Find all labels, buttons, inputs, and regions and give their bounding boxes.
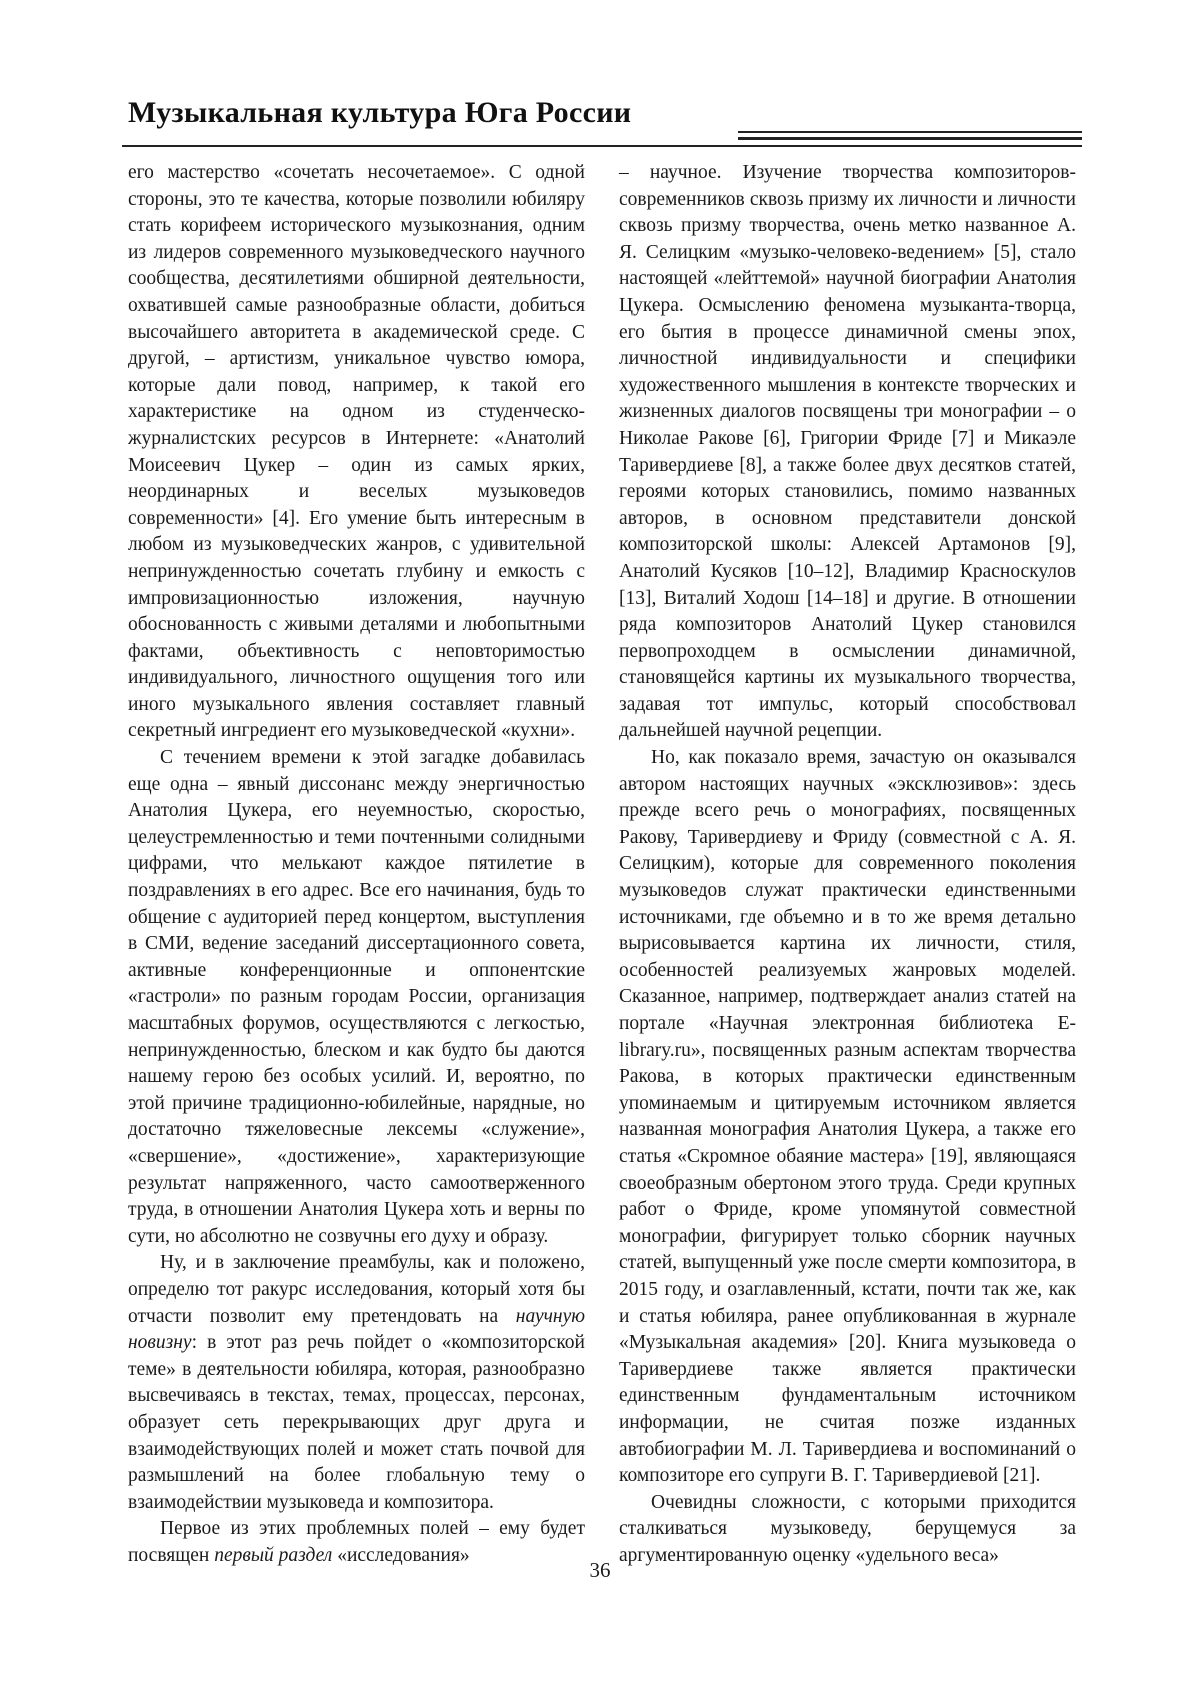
- right-column: [619, 160, 1076, 1569]
- header-rule-decor: [738, 137, 1082, 140]
- paragraph: его мастерство «сочетать несочетаемое». С одной стороны, это те качества, которые позволили юбиляру стать корифеем исторического музыкознания, одним из лидеров современного музыковедческого научного сообщества, десятилетиями обширной деятельности, охватившей самые разнообразные области, добиться высочайшего авторитета в академической среде. С другой, – артистизм, уникальное чувство юмора, которые дали повод, например, к такой его характеристике на одном из студенческо-журналистских ресурсов в Интернете: «Анатолий Моисеевич Цукер – один из самых ярких, неординарных и веселых музыковедов современности» [4]. Его умение быть интересным в любом из музыковедческих жанров, с удивительной непринужденностью сочетать глубину и емкость с импровизационностью изложения, научную обоснованность с живыми деталями и любопытными фактами, объективность с неповторимостью индивидуального, личностного ощущения того или иного музыкального явления составляет главный секретный ингредиент его музыковедческой «кухни».: [128, 162, 585, 742]
- paragraph: С течением времени к этой загадке добавилась еще одна – явный диссонанс между энергичностью Анатолия Цукера, его неуемностью, скоростью, целеустремленностью и теми почтенными солидными цифрами, что мелькают каждое пятилетие в поздравлениях в его адрес. Все его начинания, будь то общение с аудиторией перед концертом, выступления в СМИ, ведение заседаний диссертационного совета, активные конференционные и оппонентские «гастроли» по разным городам России, организация масштабных форумов, осуществляются с легкостью, непринужденностью, блеском и как будто бы даются нашему герою без особых усилий. И, вероятно, по этой причине традиционно-юбилейные, нарядные, но достаточно тяжеловесные лексемы «служение», «свершение», «достижение», характеризующие результат напряженного, часто самоотверженного труда, в отношении Анатолия Цукера хоть и верны по сути, но абсолютно не созвучны его духу и образу.: [128, 747, 585, 1247]
- paragraph-text: : в этот раз речь пойдет о «композиторской теме» в деятельности юбиляра, которая, разнообразно высвечиваясь в текстах, темах, процессах, персонах, образует сеть перекрывающих друг друга и взаимодействующих полей и может стать почвой для размышлений на более глобальную тему о взаимодействии музыковеда и композитора.: [128, 1332, 585, 1513]
- paragraph-text: «исследования»: [332, 1544, 470, 1566]
- paragraph: – научное. Изучение творчества композиторов-современников сквозь призму их личности и личности сквозь призму творчества, очень метко названное А. Я. Селицким «музыко-человеко-ведением» [5], стало настоящей «лейттемой» научной биографии Анатолия Цукера. Осмыслению феномена музыканта-творца, его бытия в процессе динамичной смены эпох, личностной индивидуальности и специфики художественного мышления в контексте творческих и жизненных диалогов посвящены три монографии – о Николае Ракове [6], Григории Фриде [7] и Микаэле Таривердиеве [8], а также более двух десятков статей, героями которых становились, помимо названных авторов, в основном представители донской композиторской школы: Алексей Артамонов [9], Анатолий Кусяков [10–12], Владимир Красноскулов [13], Виталий Ходош [14–18] и другие. В отношении ряда композиторов Анатолий Цукер становился первопроходцем в осмыслении динамичной, становящейся картины их музыкального творчества, задавая тот импульс, который способствовал дальнейшей научной рецепции.: [619, 162, 1076, 742]
- emphasis: первый раздел: [214, 1544, 333, 1566]
- header-rule-decor: [738, 131, 1082, 133]
- page-number: 36: [589, 1558, 611, 1582]
- journal-title: Музыкальная культура Юга России: [128, 96, 632, 129]
- paragraph: Очевидны сложности, с которыми приходится сталкиваться музыковеду, берущемуся за аргументированную оценку «удельного веса»: [619, 1491, 1076, 1566]
- paragraph-text: Первое из этих проблемных полей – ему будет посвящен: [128, 1518, 585, 1566]
- paragraph-text: Ну, и в заключение преамбулы, как и положено, определю тот ракурс исследования, который хотя бы отчасти позволит ему претендовать на: [128, 1252, 585, 1327]
- emphasis: научную новизну: [128, 1305, 585, 1354]
- left-column: [128, 160, 585, 1569]
- header-rule: [122, 145, 1082, 147]
- paragraph: [128, 1250, 585, 1516]
- paragraph: Но, как показало время, зачастую он оказывался автором настоящих научных «эксклюзивов»: здесь прежде всего речь о монографиях, посвященных Ракову, Таривердиеву и Фриду (совместной с А. Я. Селицким), которые для современного поколения музыковедов служат практически единственными источниками, где объемно и в то же время детально вырисовывается картина их личности, стиля, особенностей реализуемых жанровых моделей. Сказанное, например, подтверждает анализ статей на портале «Научная электронная библиотека E-library.ru», посвященных разным аспектам творчества Ракова, в которых практически единственным упоминаемым и цитируемым источником является названная монография Анатолия Цукера, а также его статья «Скромное обаяние мастера» [19], являющаяся своеобразным обертоном этого труда. Среди крупных работ о Фриде, кроме упомянутой совместной монографии, фигурирует только сборник научных статей, выпущенный уже после смерти композитора, в 2015 году, и озаглавленный, кстати, почти так же, как и статья юбиляра, ранее опубликованная в журнале «Музыкальная академия» [20]. Книга музыковеда о Таривердиеве также является практически единственным фундаментальным источником информации, не считая позже изданных автобиографии М. Л. Таривердиева и воспоминаний о композиторе его супруги В. Г. Таривердиевой [21].: [619, 747, 1076, 1487]
